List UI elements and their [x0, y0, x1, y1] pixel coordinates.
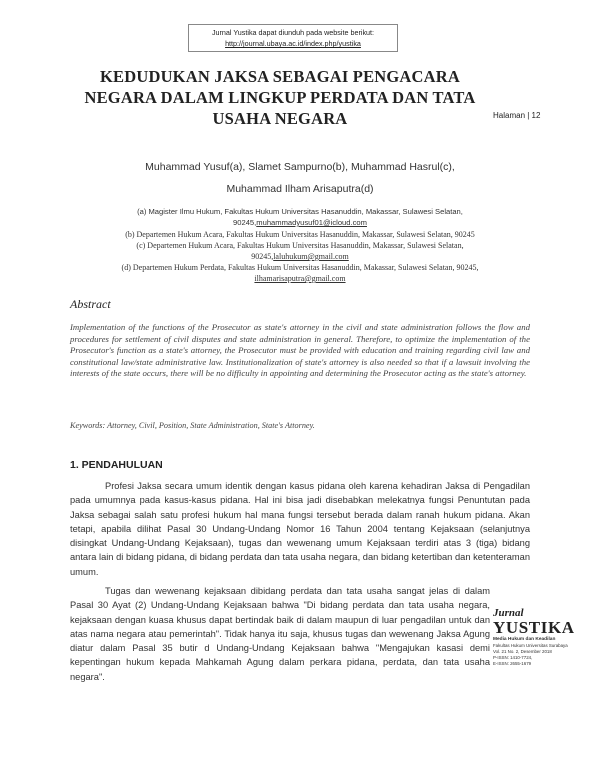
email-link-a[interactable]: muhammadyusuf01@icloud.com	[256, 218, 367, 227]
journal-pissn: P-ISSN: 1410-7724,	[493, 655, 533, 660]
download-note: Jurnal Yustika dapat diunduh pada website berikut:	[211, 28, 375, 37]
journal-logo-small: Jurnal	[493, 607, 524, 619]
keywords: Keywords: Attorney, Civil, Position, State Administration, State's Attorney.	[70, 421, 315, 430]
affiliation-a-line-2	[60, 217, 540, 228]
paragraph-2-text: Tugas dan wewenang kejaksaan dibidang perdata dan tata usaha sangat jelas di dalam Pasal 30 Ayat (2) Undang-Undang Kejaksaan bahwa "Di bidang perdata dan tata usaha negara, kejaksaan dengan kuasa khusus dapat bertindak baik di dalam maupun di luar pengadilan untuk dan atas nama negara atau pemerintah". Tidak hanya itu saja, khusus tugas dan wewenang Jaksa Agung diatur dalam Pasal 35 butir d Undang-Undang Kejaksaan bahwa "Mengajukan kasasi demi kepentingan hukum kepada Mahkamah Agung dalam perkara pidana, perdata, dan tata usaha negara".	[70, 586, 490, 682]
affiliation-d-line-1: (d) Departemen Hukum Perdata, Fakultas Hukum Universitas Hasanuddin, Makassar, Sulawesi Selatan, 90245,	[121, 263, 479, 272]
section-heading: 1. PENDAHULUAN	[70, 459, 163, 471]
journal-logo	[493, 607, 593, 667]
paragraph-1	[70, 479, 530, 579]
title-line-3: USAHA NEGARA	[212, 109, 348, 128]
authors-line-2: Muhammad Ilham Arisaputra(d)	[226, 183, 374, 195]
affiliation-a-line-1: (a) Magister Ilmu Hukum, Fakultas Hukum Universitas Hasanuddin, Makassar, Sulawesi Selatan,	[137, 207, 463, 216]
affiliation-d	[60, 262, 540, 284]
journal-faculty: Fakultas Hukum Universitas Surabaya	[493, 643, 568, 648]
email-link-c[interactable]: laluhukum@gmail.com	[273, 252, 349, 261]
affiliation-a-postcode: 90245,	[233, 218, 257, 227]
journal-volume: Vol. 21 No. 2, Desember 2018	[493, 649, 552, 654]
paragraph-2	[70, 584, 490, 684]
journal-tagline: Media Hukum dan Keadilan	[493, 637, 556, 642]
affiliation-c-line-1: (c) Departemen Hukum Acara, Fakultas Hukum Universitas Hasanuddin, Makassar, Sulawesi Selatan,	[136, 241, 464, 250]
paper-title	[70, 66, 490, 129]
affiliation-c-postcode: 90245,	[251, 252, 274, 261]
abstract-heading: Abstract	[70, 297, 111, 311]
journal-url-link[interactable]: http://journal.ubaya.ac.id/index.php/yustika	[225, 39, 361, 48]
abstract-text: Implementation of the functions of the Prosecutor as state's attorney in the civil and state administration follows the flow and procedures for settlement of civil disputes and state administration in general. Therefore, to optimize the implementation of the Prosecutor's function as a state's attorney, the Prosecutor must be provided with education and training regarding civil law and constitutional law/state administrative law. Institutionalization of state's attorney is also needed so that if a lawsuit involving the interests of the state occurs, there will be no difficulty in appointing and determining the Prosecutor acting as the state's attorney.	[70, 322, 530, 379]
affiliation-c	[60, 240, 540, 262]
journal-logo-name: YUSTIKA	[493, 618, 575, 637]
paragraph-1-text: Profesi Jaksa secara umum identik dengan kasus pidana oleh karena kehadiran Jaksa di Pengadilan pada umumnya pada kasus-kasus pidana. Hal ini bisa jadi disebabkan melekatnya fungsi Penuntutan pada Jaksa sebagai salah satu profesi hukum hal mana fungsi tersebut berada dalam ranah hukum pidana. Akan tetapi, apabila dilihat Pasal 30 Undang-Undang Nomor 16 Tahun 2004 tentang Kejaksaan (selanjutnya disingkat Undang-Undang Kejaksaan), tugas dan wewenang umum Kejaksaan terdiri atas 3 (tiga) bidang antara lain di bidang pidana, di bidang perdata dan tata usaha negara, dan bidang ketertiban dan ketenteraman umum.	[70, 481, 530, 577]
journal-download-box	[188, 24, 398, 52]
title-line-2: NEGARA DALAM LINGKUP PERDATA DAN TATA	[84, 88, 476, 107]
title-line-1: KEDUDUKAN JAKSA SEBAGAI PENGACARA	[99, 67, 460, 86]
affiliation-b: (b) Departemen Hukum Acara, Fakultas Hukum Universitas Hasanuddin, Makassar, Sulawesi Selatan, 90245	[125, 230, 475, 239]
authors-line-1: Muhammad Yusuf(a), Slamet Sampurno(b), Muhammad Hasrul(c),	[145, 161, 455, 173]
email-link-d[interactable]: ilhamarisaputra@gmail.com	[254, 274, 346, 283]
affiliation-c-line-2	[60, 251, 540, 262]
journal-eissn: E-ISSN: 2655-1679	[493, 661, 532, 666]
affiliation-a	[60, 206, 540, 228]
page-number: Halaman | 12	[493, 111, 541, 120]
